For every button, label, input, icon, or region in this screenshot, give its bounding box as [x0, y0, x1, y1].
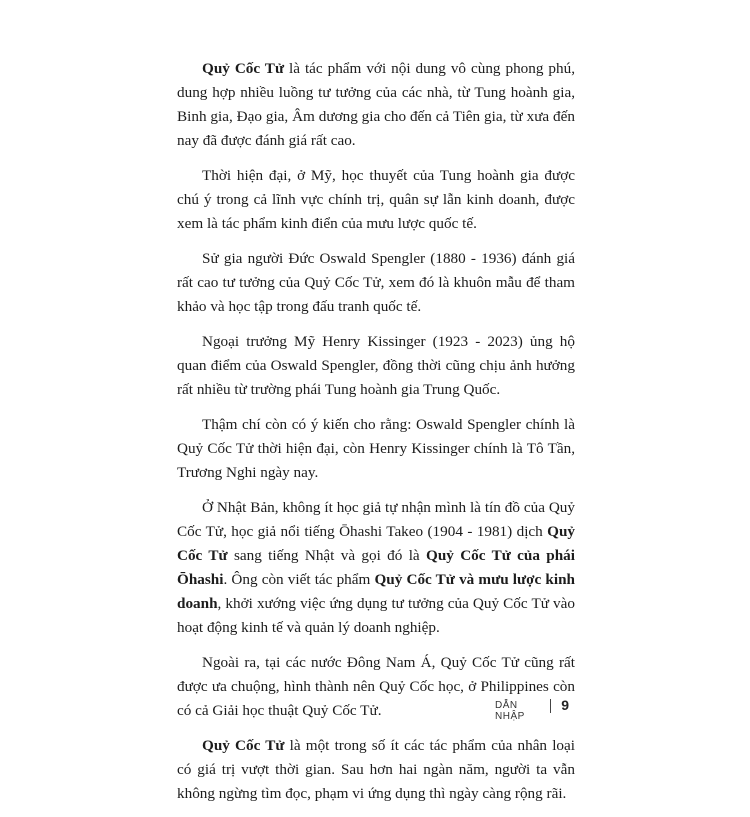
bold-title-run: Quỷ Cốc Tử — [202, 60, 285, 77]
text-run: là tác phẩm với nội dung vô cùng phong phú, dung hợp nhiều luồng tư tưởng của các nhà, từ Tung hoành gia, Binh gia, Đạo gia, Âm dương gia cho đến cả Tiên gia, từ xưa đến nay đã được đánh giá rất cao. — [177, 60, 575, 149]
paragraph — [177, 247, 575, 319]
paragraph — [177, 413, 575, 485]
text-run: . Ông còn viết tác phẩm — [223, 571, 375, 588]
paragraph — [177, 734, 575, 806]
bold-title-run: Quỷ Cốc Tử — [202, 737, 285, 754]
page-number: 9 — [561, 697, 569, 713]
paragraph — [177, 57, 575, 153]
text-run: Thời hiện đại, ở Mỹ, học thuyết của Tung hoành gia được chú ý trong cả lĩnh vực chính trị, quân sự lẫn kinh doanh, được xem là tác phẩm kinh điển của mưu lược quốc tế. — [177, 167, 575, 232]
paragraph — [177, 330, 575, 402]
text-run: Ngoại trưởng Mỹ Henry Kissinger (1923 - 2023) ủng hộ quan điểm của Oswald Spengler, đồng thời cũng chịu ảnh hưởng rất nhiều từ trường phái Tung hoành gia Trung Quốc. — [177, 333, 575, 398]
footer-divider — [550, 699, 551, 713]
chapter-label: DẪN NHẬP — [495, 700, 525, 722]
paragraph — [177, 496, 575, 640]
text-run: Ở Nhật Bản, không ít học giả tự nhận mình là tín đồ của Quỷ Cốc Tử, học giả nổi tiếng Ōhashi Takeo (1904 - 1981) dịch — [177, 499, 575, 540]
text-run: , khởi xướng việc ứng dụng tư tưởng của Quỷ Cốc Tử vào hoạt động kinh tế và quản lý doanh nghiệp. — [177, 595, 575, 636]
bold-title-run: Quỷ Cốc Tử — [177, 523, 575, 564]
text-run: sang tiếng Nhật và gọi đó là — [227, 547, 426, 564]
text-run: Sử gia người Đức Oswald Spengler (1880 - 1936) đánh giá rất cao tư tưởng của Quỷ Cốc Tử, xem đó là khuôn mẫu để tham khảo và học tập trong đấu tranh quốc tế. — [177, 250, 575, 315]
bold-title-run: Quỷ Cốc Tử và mưu lược kinh doanh — [177, 571, 575, 612]
page-footer — [495, 697, 575, 722]
bold-title-run: Quỷ Cốc Tử của phái Ōhashi — [177, 547, 575, 588]
paragraph — [177, 164, 575, 236]
text-run: Ngoài ra, tại các nước Đông Nam Á, Quỷ Cốc Tử cũng rất được ưa chuộng, hình thành nên Quỷ Cốc học, ở Philippines còn có cả Giải học thuật Quỷ Cốc Tử. — [177, 654, 575, 719]
text-run: là một trong số ít các tác phẩm của nhân loại có giá trị vượt thời gian. Sau hơn hai ngàn năm, người ta vẫn không ngừng tìm đọc, phạm vi ứng dụng thì ngày càng rộng rãi. — [177, 737, 575, 802]
text-run: Thậm chí còn có ý kiến cho rằng: Oswald Spengler chính là Quỷ Cốc Tử thời hiện đại, còn Henry Kissinger chính là Tô Tần, Trương Nghi ngày nay. — [177, 416, 575, 481]
